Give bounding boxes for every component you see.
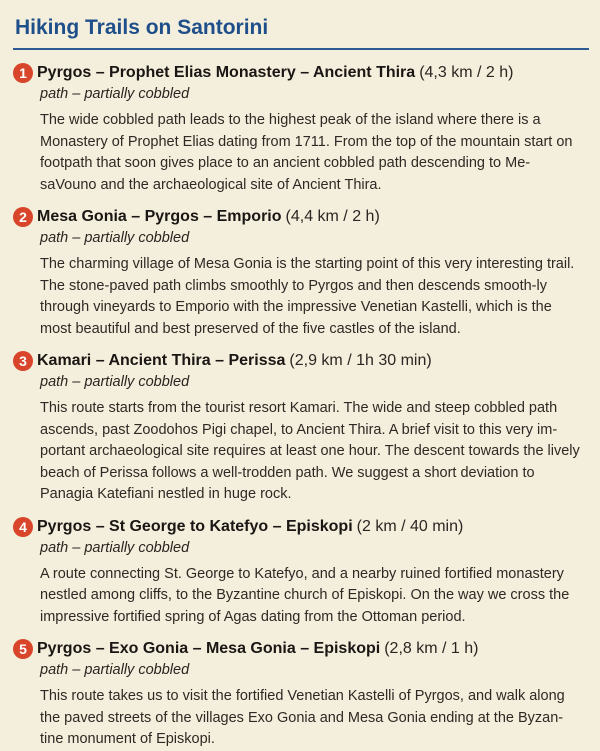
trail-distance: (4,4 km / 2 h) <box>285 208 380 225</box>
trail-number-badge: 5 <box>13 639 33 659</box>
trail-number-badge: 1 <box>13 63 33 83</box>
trail-2 <box>13 206 582 340</box>
trail-3 <box>13 350 582 506</box>
trail-name: Mesa Gonia – Pyrgos – Emporio <box>37 208 282 225</box>
trail-description: The charming village of Mesa Gonia is the starting point of this very interesting trail. The stone-paved path climbs smoothly to Pyrgos and then descends smooth-ly through vineyards to Emporio with the impressive Venetian Kastelli, which is the most beautiful and best preserved of the five castles of the island. <box>40 256 575 337</box>
trail-distance: (2,9 km / 1h 30 min) <box>289 352 432 369</box>
trail-distance: (2 km / 40 min) <box>356 517 464 535</box>
trail-number-badge: 2 <box>13 207 33 227</box>
trail-description: This route takes us to visit the fortified Venetian Kastelli of Pyrgos, and walk along the paved streets of the villages Exo Gonia and Mesa Gonia ending at the Byzan-tine monument of Episkopi. <box>40 688 565 747</box>
trail-name: Kamari – Ancient Thira – Perissa <box>37 352 286 369</box>
trail-heading <box>13 516 582 538</box>
title-underline <box>13 48 589 50</box>
trail-type: path – partially cobbled <box>40 374 190 390</box>
page-title: Hiking Trails on Santorini <box>15 16 269 39</box>
trail-heading <box>13 350 582 372</box>
trail-description: This route starts from the tourist resort Kamari. The wide and steep cobbled path ascends, past Zoodohos Pigi chapel, to Ancient Thira. A brief visit to this very im-portant archaeological site requires at least one hour. The descent towards the lively beach of Perissa follows a well-trodden path. We suggest a short deviation to Panagia Katefiani nestled in huge rock. <box>40 400 580 502</box>
trail-distance: (4,3 km / 2 h) <box>419 64 514 81</box>
trail-type: path – partially cobbled <box>40 86 190 102</box>
trail-type: path – partially cobbled <box>40 662 190 678</box>
trail-description: The wide cobbled path leads to the highest peak of the island where there is a Monastery of Prophet Elias dating from 1711. From the top of the mountain start on footpath that soon gives place to an ancient cobbled path descending to Me-saVouno and the archaeological site of Ancient Thira. <box>40 112 573 193</box>
trail-5 <box>13 638 582 751</box>
trail-type: path – partially cobbled <box>40 539 190 556</box>
trail-heading <box>13 62 582 84</box>
trail-4 <box>13 516 582 629</box>
trail-name: Pyrgos – St George to Katefyo – Episkopi <box>37 517 353 535</box>
trail-distance: (2,8 km / 1 h) <box>384 640 479 657</box>
trail-heading <box>13 638 582 660</box>
trail-name: Pyrgos – Prophet Elias Monastery – Ancient Thira <box>37 64 416 81</box>
trail-type: path – partially cobbled <box>40 230 190 246</box>
trail-number-badge: 3 <box>13 351 33 371</box>
trail-1 <box>13 62 582 196</box>
trail-number-badge: 4 <box>13 517 33 537</box>
trail-name: Pyrgos – Exo Gonia – Mesa Gonia – Episkopi <box>37 640 381 657</box>
trail-heading <box>13 206 582 228</box>
trail-description: A route connecting St. George to Katefyo, and a nearby ruined fortified monastery nestled among cliffs, to the Byzantine church of Episkopi. On the way we cross the impressive fortified spring of Agas dating from the Ottoman period. <box>40 565 570 625</box>
